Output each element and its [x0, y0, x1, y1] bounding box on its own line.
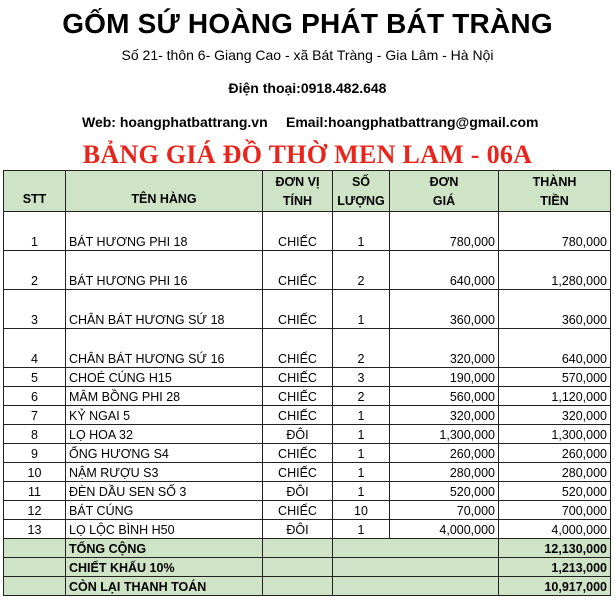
- cell-name: BÁT CÚNG: [66, 501, 263, 520]
- cell-total: 260,000: [499, 444, 611, 463]
- cell-name: BÁT HƯƠNG PHI 18: [66, 212, 263, 251]
- cell-unit: CHIẾC: [263, 406, 333, 425]
- cell-total: 280,000: [499, 463, 611, 482]
- cell-total: 320,000: [499, 406, 611, 425]
- table-row: [4, 251, 611, 290]
- cell-quantity: 1: [333, 482, 390, 501]
- table-row: [4, 463, 611, 482]
- cell-stt: 6: [4, 387, 66, 406]
- cell-total: 570,000: [499, 368, 611, 387]
- price-table: [3, 170, 611, 596]
- cell-unit-price: 280,000: [390, 463, 499, 482]
- cell-unit: CHIẾC: [263, 212, 333, 251]
- cell-unit-price: 560,000: [390, 387, 499, 406]
- cell-quantity: 1: [333, 425, 390, 444]
- table-row: [4, 520, 611, 539]
- cell-unit: CHIẾC: [263, 463, 333, 482]
- cell-name: CHÂN BÁT HƯƠNG SỨ 18: [66, 290, 263, 329]
- summary-remaining-row: [4, 577, 611, 596]
- summary-remaining-label: CÒN LẠI THANH TOÁN: [66, 577, 263, 596]
- table-row: [4, 425, 611, 444]
- cell-quantity: 1: [333, 290, 390, 329]
- cell-name: LỌ HOA 32: [66, 425, 263, 444]
- summary-total-row: [4, 539, 611, 558]
- cell-unit-price: 780,000: [390, 212, 499, 251]
- cell-quantity: 1: [333, 444, 390, 463]
- table-row: [4, 444, 611, 463]
- cell-total: 780,000: [499, 212, 611, 251]
- cell-stt: 11: [4, 482, 66, 501]
- column-header-unit: ĐƠN VỊ TÍNH: [263, 171, 333, 212]
- cell-unit-price: 260,000: [390, 444, 499, 463]
- cell-stt: 12: [4, 501, 66, 520]
- cell-unit-price: 320,000: [390, 406, 499, 425]
- table-row: [4, 329, 611, 368]
- table-header-row: [4, 171, 611, 212]
- cell-unit: CHIẾC: [263, 501, 333, 520]
- cell-total: 520,000: [499, 482, 611, 501]
- cell-stt: 2: [4, 251, 66, 290]
- cell-quantity: 2: [333, 329, 390, 368]
- cell-unit-price: 70,000: [390, 501, 499, 520]
- cell-name: ỐNG HƯƠNG S4: [66, 444, 263, 463]
- cell-name: BÁT HƯƠNG PHI 16: [66, 251, 263, 290]
- table-row: [4, 482, 611, 501]
- column-header-quantity: SỐ LƯỢNG: [333, 171, 390, 212]
- cell-unit-price: 320,000: [390, 329, 499, 368]
- table-row: [4, 212, 611, 251]
- cell-unit-price: 4,000,000: [390, 520, 499, 539]
- cell-unit: CHIẾC: [263, 387, 333, 406]
- cell-stt: 10: [4, 463, 66, 482]
- cell-quantity: 1: [333, 520, 390, 539]
- cell-total: 1,120,000: [499, 387, 611, 406]
- cell-unit: CHIẾC: [263, 329, 333, 368]
- cell-unit: ĐÔI: [263, 482, 333, 501]
- price-list-title: BẢNG GIÁ ĐỒ THỜ MEN LAM - 06A: [82, 140, 533, 169]
- cell-quantity: 3: [333, 368, 390, 387]
- cell-total: 4,000,000: [499, 520, 611, 539]
- cell-name: MÂM BỒNG PHI 28: [66, 387, 263, 406]
- cell-total: 640,000: [499, 329, 611, 368]
- table-row: [4, 368, 611, 387]
- cell-unit-price: 640,000: [390, 251, 499, 290]
- cell-name: ĐÈN DẦU SEN SỐ 3: [66, 482, 263, 501]
- column-header-stt: STT: [4, 171, 66, 212]
- company-phone: Điện thoại:0918.482.648: [228, 80, 387, 96]
- cell-quantity: 10: [333, 501, 390, 520]
- summary-remaining-value: 10,917,000: [499, 577, 611, 596]
- cell-unit: CHIẾC: [263, 368, 333, 387]
- company-email: Email:hoangphatbattrang@gmail.com: [286, 114, 539, 130]
- cell-stt: 9: [4, 444, 66, 463]
- cell-name: CHOÉ CÚNG H15: [66, 368, 263, 387]
- cell-name: KỶ NGAI 5: [66, 406, 263, 425]
- cell-unit-price: 360,000: [390, 290, 499, 329]
- cell-stt: 3: [4, 290, 66, 329]
- column-header-unit-price: ĐƠN GIÁ: [390, 171, 499, 212]
- table-row: [4, 387, 611, 406]
- cell-stt: 4: [4, 329, 66, 368]
- cell-unit: ĐÔI: [263, 425, 333, 444]
- cell-total: 360,000: [499, 290, 611, 329]
- cell-total: 700,000: [499, 501, 611, 520]
- summary-discount-value: 1,213,000: [499, 558, 611, 577]
- cell-quantity: 1: [333, 212, 390, 251]
- cell-name: NẬM RƯỢU S3: [66, 463, 263, 482]
- cell-quantity: 2: [333, 387, 390, 406]
- cell-unit-price: 1,300,000: [390, 425, 499, 444]
- cell-name: LỌ LỘC BÌNH H50: [66, 520, 263, 539]
- cell-stt: 5: [4, 368, 66, 387]
- table-row: [4, 406, 611, 425]
- cell-stt: 1: [4, 212, 66, 251]
- cell-unit: CHIẾC: [263, 444, 333, 463]
- cell-name: CHÂN BÁT HƯƠNG SỨ 16: [66, 329, 263, 368]
- company-address: Số 21- thôn 6- Giang Cao - xã Bát Tràng - Gia Lâm - Hà Nội: [121, 47, 494, 63]
- table-row: [4, 501, 611, 520]
- table-row: [4, 290, 611, 329]
- summary-discount-label: CHIẾT KHẤU 10%: [66, 558, 263, 577]
- company-name: GỐM SỨ HOÀNG PHÁT BÁT TRÀNG: [62, 8, 553, 39]
- cell-total: 1,280,000: [499, 251, 611, 290]
- company-website: Web: hoangphatbattrang.vn: [82, 114, 268, 130]
- cell-unit: CHIẾC: [263, 251, 333, 290]
- cell-unit: CHIẾC: [263, 290, 333, 329]
- summary-total-label: TỔNG CỘNG: [66, 539, 263, 558]
- cell-stt: 8: [4, 425, 66, 444]
- cell-unit: ĐÔI: [263, 520, 333, 539]
- summary-discount-row: [4, 558, 611, 577]
- cell-total: 1,300,000: [499, 425, 611, 444]
- column-header-name: TÊN HÀNG: [66, 171, 263, 212]
- cell-unit-price: 190,000: [390, 368, 499, 387]
- cell-quantity: 1: [333, 463, 390, 482]
- column-header-total: THÀNH TIỀN: [499, 171, 611, 212]
- cell-stt: 13: [4, 520, 66, 539]
- summary-total-value: 12,130,000: [499, 539, 611, 558]
- cell-unit-price: 520,000: [390, 482, 499, 501]
- cell-stt: 7: [4, 406, 66, 425]
- cell-quantity: 2: [333, 251, 390, 290]
- cell-quantity: 1: [333, 406, 390, 425]
